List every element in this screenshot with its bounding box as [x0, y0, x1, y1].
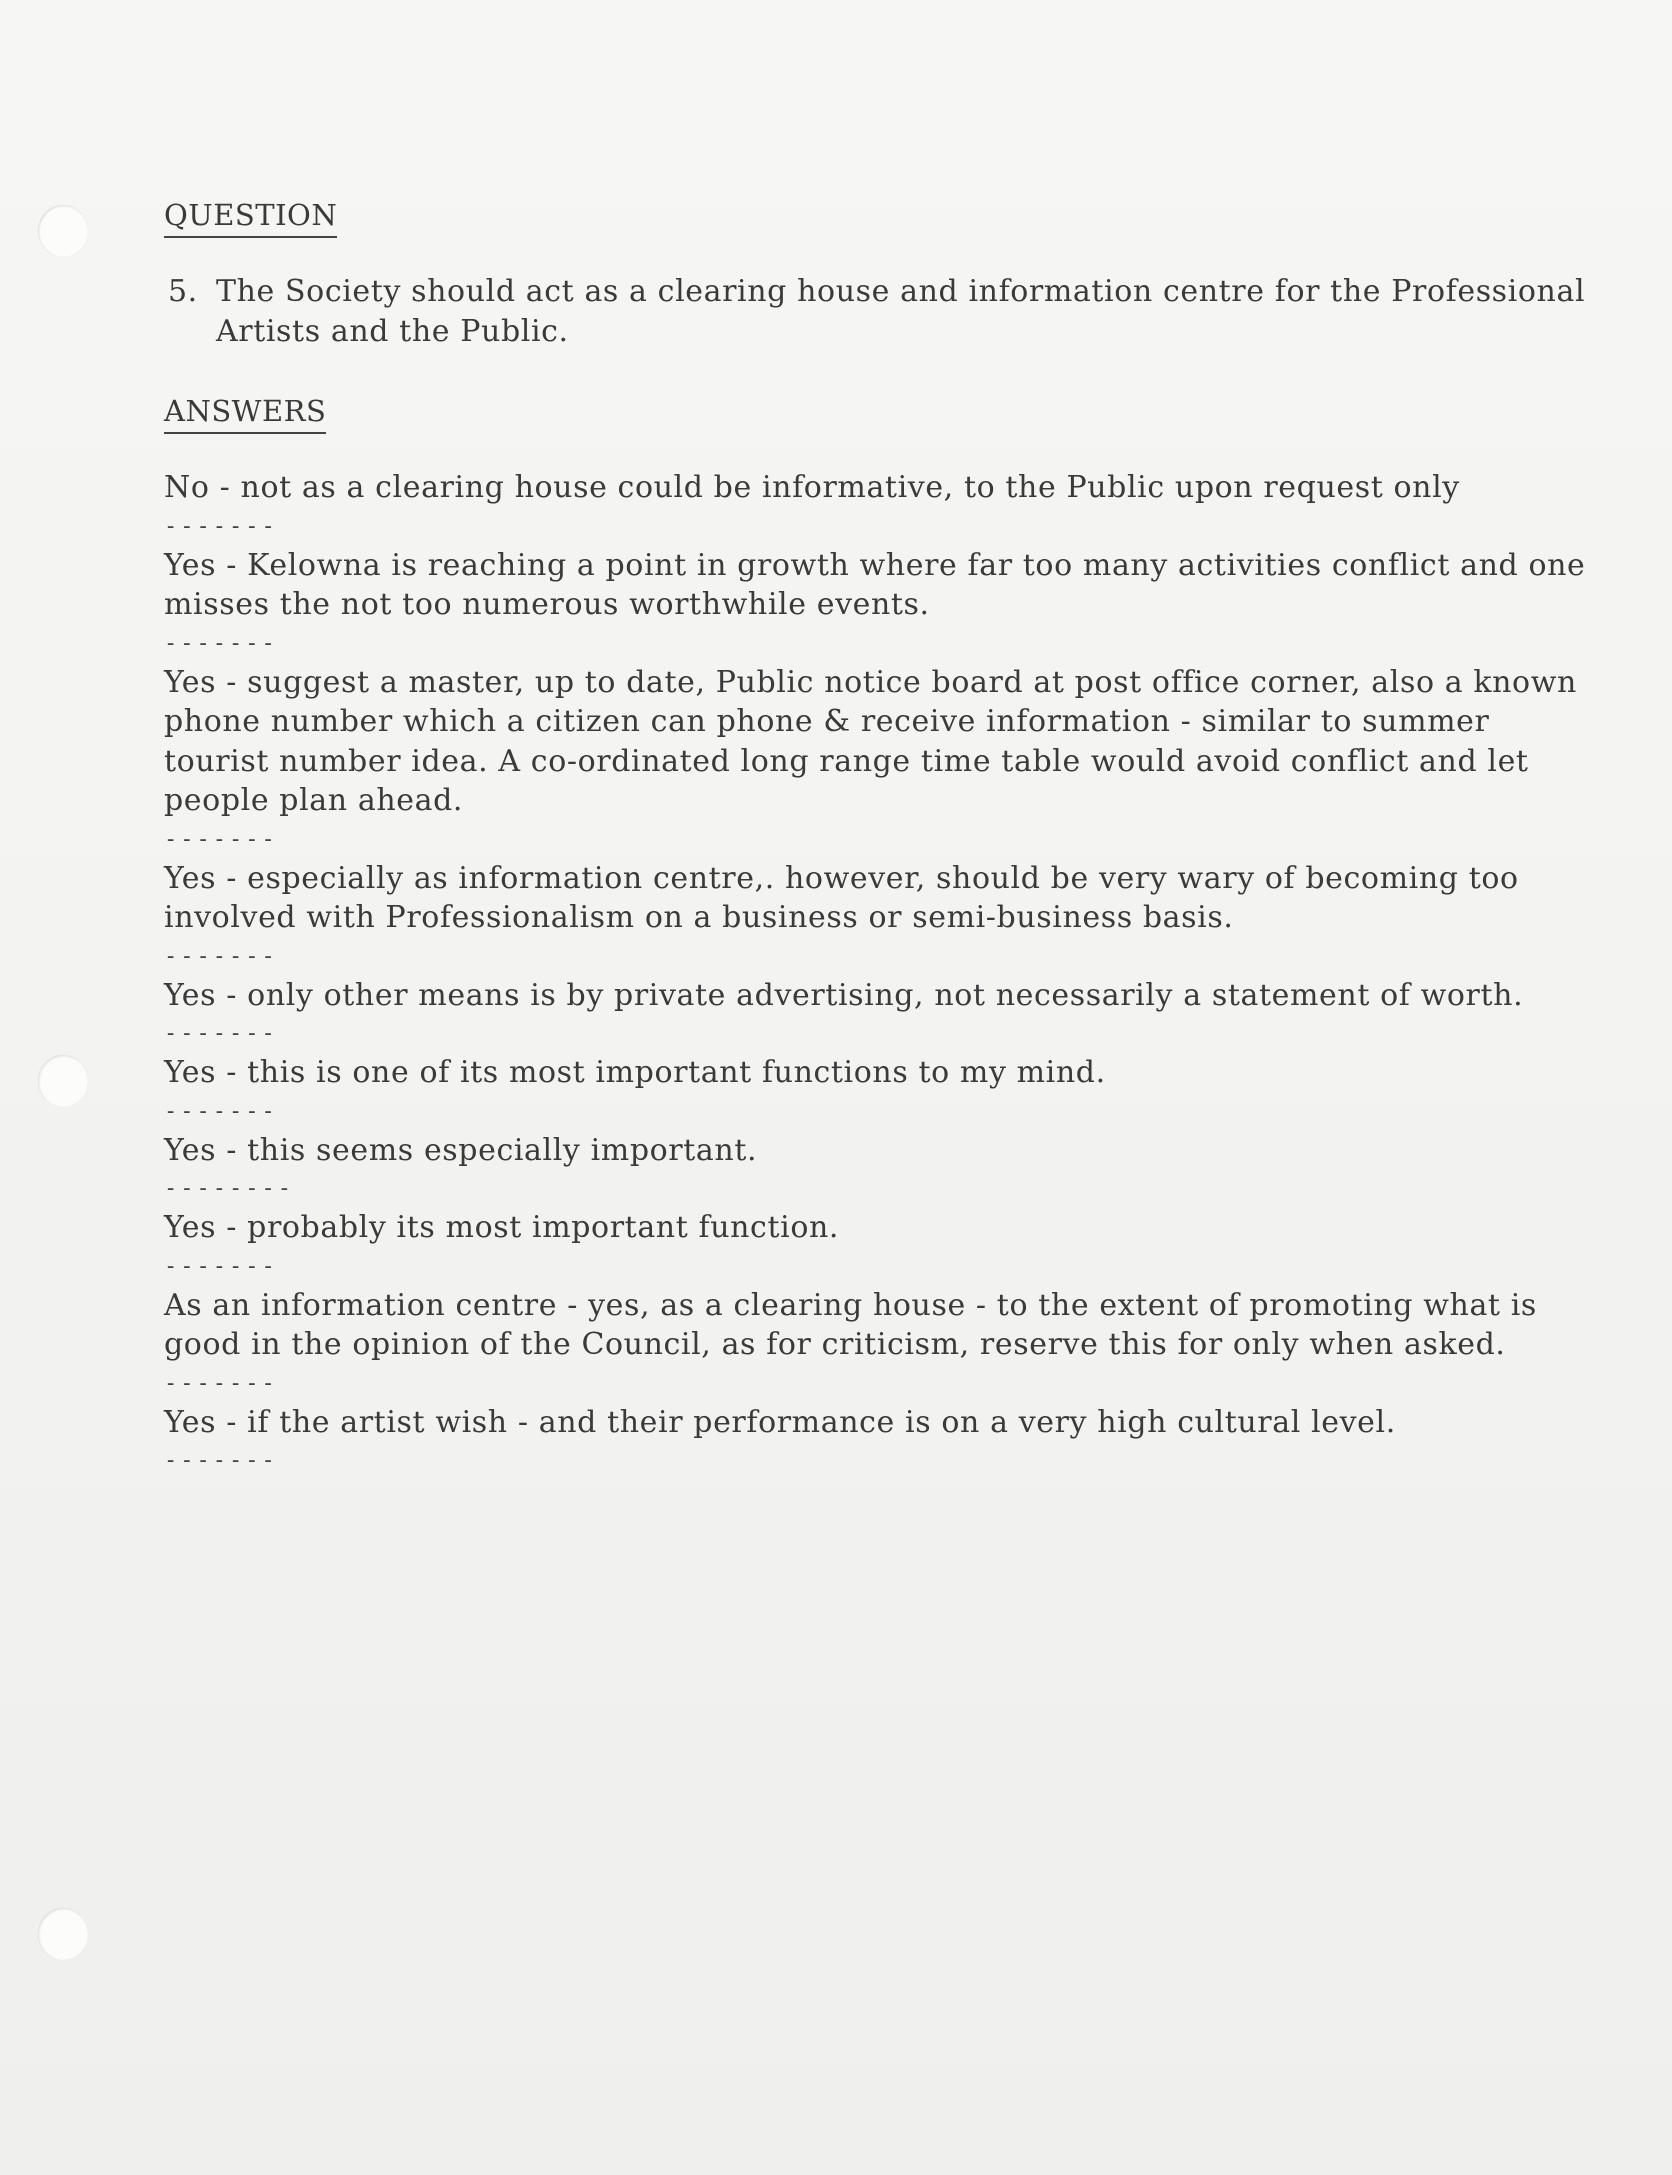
answer-item [164, 1403, 1604, 1480]
question-item [164, 272, 1604, 352]
answer-text: Yes - if the artist wish - and their performance is on a very high cultural level. [164, 1404, 1396, 1440]
punch-hole [38, 205, 88, 257]
answer-separator: ------- [164, 826, 278, 852]
answer-item [164, 1131, 1604, 1208]
answer-separator: ------- [164, 1021, 278, 1046]
question-heading: QUESTION [164, 196, 337, 238]
answer-item [164, 663, 1604, 858]
answers-list [164, 468, 1604, 1479]
punch-hole [38, 1908, 88, 1960]
punch-hole [38, 1055, 88, 1107]
question-number: 5. [168, 274, 198, 309]
answer-text: Yes - this is one of its most important functions to my mind. [164, 1055, 1106, 1090]
answer-item [164, 1286, 1604, 1402]
answer-text: Yes - this seems especially important. [164, 1132, 758, 1168]
answer-separator: ------- [164, 1448, 278, 1473]
document-body [164, 196, 1604, 1480]
answer-text: Yes - only other means is by private advertising, not necessarily a statement of worth. [164, 977, 1524, 1013]
answer-item [164, 859, 1604, 975]
answer-separator: -------- [164, 1176, 294, 1201]
answer-text: No - not as a clearing house could be informative, to the Public upon request only [164, 470, 1460, 505]
answer-separator: ------- [164, 513, 278, 539]
answers-heading: ANSWERS [164, 392, 326, 434]
answer-text: Yes - Kelowna is reaching a point in growth where far too many activities conflict and one misses the not too numerous worthwhile events. [164, 547, 1586, 622]
answer-item [164, 976, 1604, 1053]
answer-separator: ------- [164, 943, 278, 969]
answer-separator: ------- [164, 1370, 278, 1396]
answer-item [164, 1208, 1604, 1285]
answer-item [164, 546, 1604, 662]
question-text: The Society should act as a clearing house and information centre for the Professional Artists and the Public. [216, 274, 1586, 349]
answer-text: Yes - suggest a master, up to date, Public notice board at post office corner, also a known phone number which a citizen can phone & receive information - similar to summer tourist number idea. A co-ordinated long range time table would avoid conflict and let people plan ahead. [164, 664, 1577, 818]
answer-item [164, 1053, 1604, 1130]
answer-text: Yes - especially as information centre,. however, should be very wary of becoming too involved with Professionalism on a business or semi-business basis. [164, 860, 1519, 935]
answer-separator: ------- [164, 1098, 278, 1124]
answer-separator: ------- [164, 1253, 278, 1279]
answer-separator: ------- [164, 630, 278, 656]
answer-item [164, 468, 1604, 545]
answer-text: Yes - probably its most important function. [164, 1210, 840, 1245]
answer-text: As an information centre - yes, as a clearing house - to the extent of promoting what is good in the opinion of the Council, as for criticism, reserve this for only when asked. [164, 1287, 1537, 1362]
